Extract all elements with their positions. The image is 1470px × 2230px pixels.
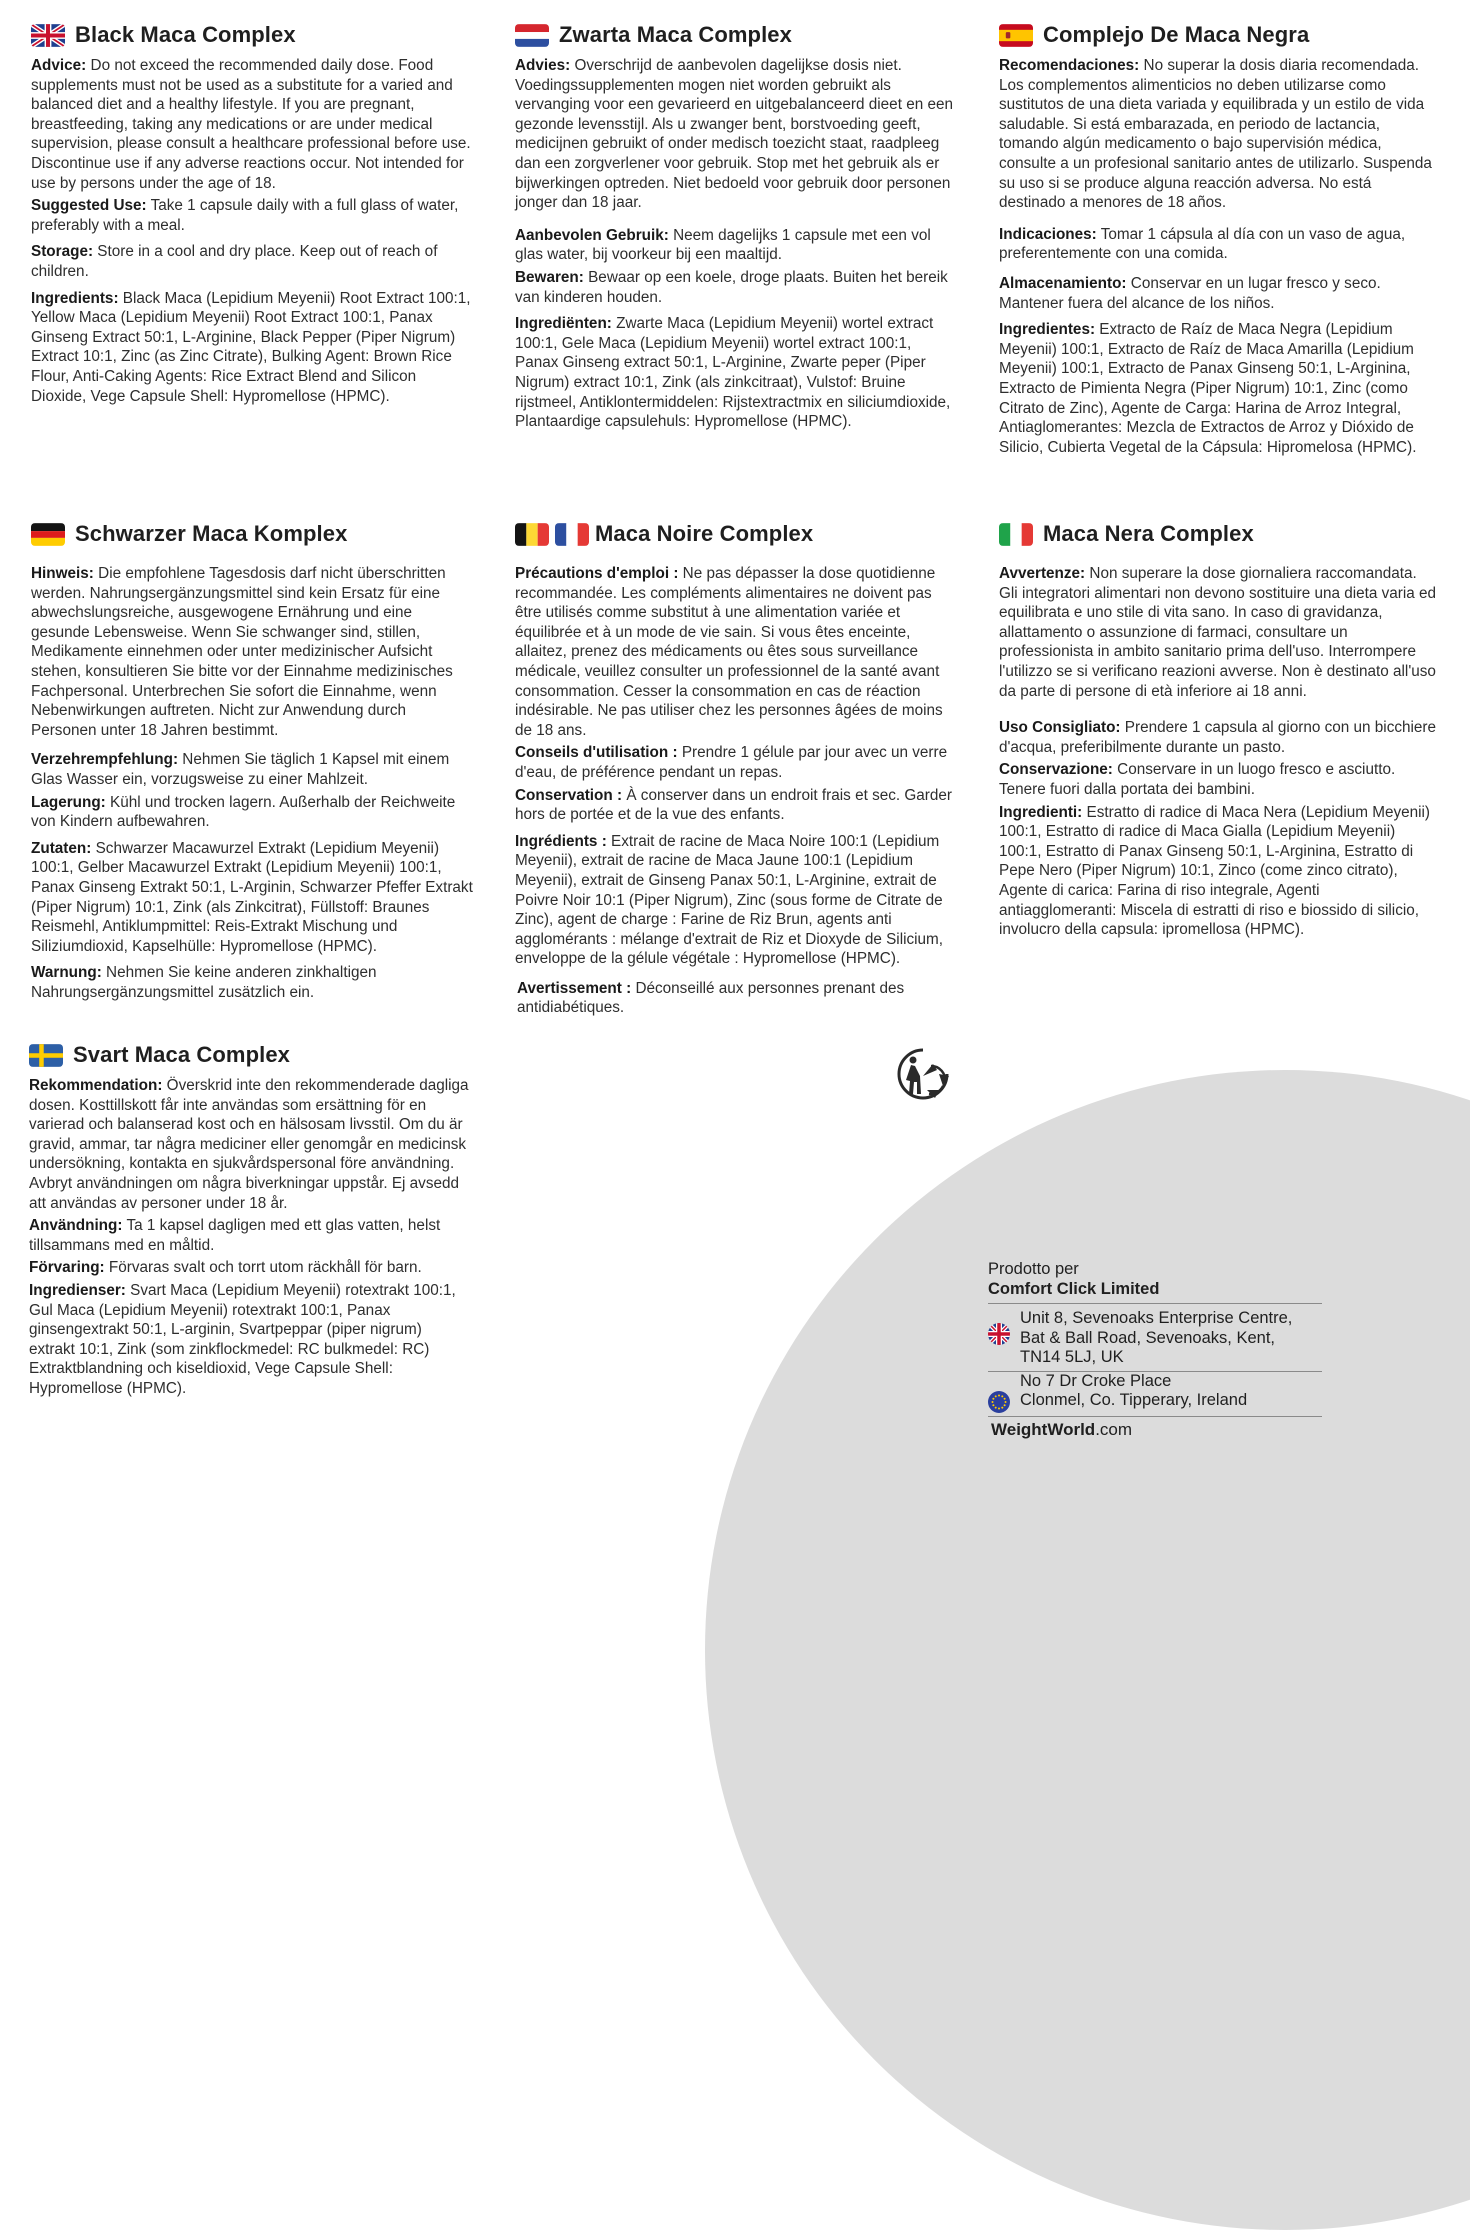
section-title: Svart Maca Complex (73, 1042, 290, 1067)
website-link[interactable]: WeightWorld.com (991, 1419, 1133, 1439)
suggested-use-paragraph: Aanbevolen Gebruik: Neem dagelijks 1 capsule met een vol glas water, bij voorkeur bij een maaltijd. (515, 226, 931, 264)
ingredients-paragraph: Ingrediënten: Zwarte Maca (Lepidium Meyenii) wortel extract 100:1, Gele Maca (Lepidium Meyenii) wortel extract 100:1, Panax Ginseng extract 50:1, L-Arginine, Zwarte peper (Piper Nigrum) extract 10:1, Zink (als zinkcitraat), Vulstof: Bruine rijstmeel, Antiklontermiddelen: Rijstextractmix en siliciumdioxide, Plantaardige capsulehuls: Hypromellose (HPMC). (515, 315, 951, 431)
storage-paragraph: Conservation : À conserver dans un endroit frais et sec. Garder hors de portée et de la vue des enfants. (515, 786, 952, 824)
address-line: Bat & Ball Road, Sevenoaks, Kent, (1020, 1328, 1275, 1347)
advice-paragraph: Advice: Do not exceed the recommended daily dose. Food supplements must not be used as a substitute for a varied and balanced diet and a healthy lifestyle. If you are pregnant, breastfeeding, taking any medications or are under medical supervision, please consult a healthcare professional before use. Discontinue use if any adverse reactions occur. Not intended for use by persons under the age of 18. (31, 57, 471, 192)
storage-paragraph: Conservazione: Conservare in un luogo fresco e asciutto. Tenere fuori dalla portata dei bambini. (999, 761, 1396, 798)
ingredients-paragraph: Ingredienti: Estratto di radice di Maca Nera (Lepidium Meyenii) 100:1, Estratto di radice di Maca Gialla (Lepidium Meyenii) 100:1, Estratto di Panax Ginseng 50:1, L-Arginina, Estratto di Pepe Nero (Piper Nigrum) 10:1, Zinco (come zinco citrato), Agente di carica: Farina di riso integrale, Agenti antiagglomeranti: Miscela di estratti di riso e biossido di silicio, involucro della capsula: ipromellosa (HPMC). (999, 803, 1431, 939)
ingredients-paragraph: Ingredients: Black Maca (Lepidium Meyenii) Root Extract 100:1, Yellow Maca (Lepidium Meyenii) Root Extract 100:1, Panax Ginseng Extract 50:1, L-Arginine, Black Pepper (Piper Nigrum) Extract 10:1, Zinc (as Zinc Citrate), Bulking Agent: Brown Rice Flour, Anti-Caking Agents: Rice Extract Blend and Silicon Dioxide, Vege Capsule Shell: Hypromellose (HPMC). (31, 289, 471, 405)
suggested-use-paragraph: Användning: Ta 1 kapsel dagligen med ett glas vatten, helst tillsammans med en måltid. (29, 1217, 441, 1254)
ingredients-paragraph: Ingredientes: Extracto de Raíz de Maca Negra (Lepidium Meyenii) 100:1, Extracto de Raíz de Maca Amarilla (Lepidium Meyenii) 100:1, Extracto de Panax Ginseng 50:1, L-Arginina, Extracto de Pimienta Negra (Piper Nigrum) 10:1, Zinc (como Citrato de Zinc), Agente de Carga: Harina de Arroz Integral, Antiaglomerantes: Mezcla de Extractos de Arroz y Dióxido de Silicio, Cubierta Vegetal de la Cápsula: Hipromelosa (HPMC). (999, 321, 1417, 456)
section-title: Maca Nera Complex (1043, 521, 1254, 546)
section-title: Schwarzer Maca Komplex (75, 521, 348, 546)
section-heading (31, 516, 473, 552)
advice-paragraph: Hinweis: Die empfohlene Tagesdosis darf nicht überschritten werden. Nahrungsergänzungsmittel sind kein Ersatz für eine abwechslungsreiche, ausgewogene Ernährung und eine gesunde Lebensweise. Wenn Sie schwanger sind, stillen, Medikamente einnehmen oder unter medizinischer Aufsicht stehen, konsultieren Sie bitte vor der Einnahme medizinisches Fachpersonal. Unterbrechen Sie sofort die Einnahme, wenn Nebenwirkungen auftreten. Nicht zur Anwendung durch Personen unter 18 Jahren bestimmt. (31, 565, 453, 739)
divider (988, 1416, 1322, 1417)
section-italian (999, 516, 1439, 947)
advice-paragraph: Rekommendation: Överskrid inte den rekommenderade dagliga dosen. Kosttillskott får inte användas som ersättning för en varierad och balanserad kost och en hälsosam livsstil. Om du är gravid, ammar, tar några mediciner eller genomgår en medicinsk undersökning, kontakta en sjukvårdspersonal före användning. Avbryt användningen om några biverkningar uppstår. Ej avsedd att användas av personer under 18 år. (29, 1077, 469, 1212)
section-dutch (515, 17, 955, 439)
section-title: Maca Noire Complex (595, 521, 814, 546)
produced-for-label: Prodotto per (988, 1260, 1079, 1278)
section-spanish (999, 17, 1439, 464)
france-flag-icon (555, 523, 589, 546)
ingredients-paragraph: Ingredienser: Svart Maca (Lepidium Meyenii) rotextrakt 100:1, Gul Maca (Lepidium Meyenii) rotextrakt 100:1, Panax ginsengextrakt 50:1, L-arginin, Svartpeppar (piper nigrum) extrakt 10:1, Zink (som zinkflockmedel: RC bulkmedel: RC) Extraktblandning och kiseldioxid, Vege Capsule Shell: Hypromellose (HPMC). (29, 1281, 456, 1397)
suggested-use-paragraph: Conseils d'utilisation : Prendre 1 gélule par jour avec un verre d'eau, de préférence pendant un repas. (515, 744, 948, 781)
suggested-use-paragraph: Verzehrempfehlung: Nehmen Sie täglich 1 Kapsel mit einem Glas Wasser ein, vorzugsweise zu einer Mahlzeit. (31, 751, 450, 788)
address-line: No 7 Dr Croke Place (1020, 1371, 1172, 1390)
section-title: Complejo De Maca Negra (1043, 22, 1310, 47)
triman-recycle-icon (893, 1046, 953, 1102)
ingredients-paragraph: Ingrédients : Extrait de racine de Maca Noire 100:1 (Lepidium Meyenii), extrait de racine de Maca Jaune 100:1 (Lepidium Meyenii), extrait de Ginseng Panax 50:1, L-Arginine, extrait de Poivre Noir 10:1 (Piper Nigrum), Zinc (sous forme de Citrate de Zinc), agent de charge : Farine de Riz Brun, agents anti agglomérants : mélange d'extrait de Riz et Dioxyde de Silicium, enveloppe de la gélule végétale : Hypromellose (HPMC). (515, 832, 944, 968)
section-title: Black Maca Complex (75, 22, 296, 47)
eu-flag-icon (988, 1391, 1010, 1413)
section-swedish (29, 1037, 471, 1406)
warning-paragraph: Avertissement : Déconseillé aux personnes prenant des antidiabétiques. (517, 979, 905, 1017)
section-heading (29, 1037, 471, 1073)
storage-paragraph: Storage: Store in a cool and dry place. Keep out of reach of children. (31, 243, 438, 280)
warning-paragraph: Warnung: Nehmen Sie keine anderen zinkhaltigen Nahrungsergänzungsmittel zusätzlich ein. (31, 964, 377, 1001)
storage-paragraph: Bewaren: Bewaar op een koele, droge plaats. Buiten het bereik van kinderen houden. (515, 268, 948, 306)
company-name: Comfort Click Limited (988, 1280, 1160, 1298)
storage-paragraph: Lagerung: Kühl und trocken lagern. Außerhalb der Reichweite von Kindern aufbewahren. (31, 793, 456, 831)
background-circle (705, 1070, 1470, 2230)
germany-flag-icon (31, 523, 65, 546)
ireland-address (988, 1372, 1322, 1416)
suggested-use-paragraph: Suggested Use: Take 1 capsule daily with a full glass of water, preferably with a meal. (31, 197, 459, 234)
section-title: Zwarta Maca Complex (559, 22, 792, 47)
suggested-use-paragraph: Indicaciones: Tomar 1 cápsula al día con un vaso de agua, preferentemente con una comida. (999, 225, 1406, 263)
address-line: Unit 8, Sevenoaks Enterprise Centre, (1020, 1309, 1293, 1327)
section-english (31, 17, 471, 413)
storage-paragraph: Almacenamiento: Conservar en un lugar fresco y seco. Mantener fuera del alcance de los niños. (999, 274, 1381, 312)
suggested-use-paragraph: Uso Consigliato: Prendere 1 capsula al giorno con un bicchiere d'acqua, preferibilmente durante un pasto. (999, 719, 1437, 756)
spain-flag-icon (999, 24, 1033, 47)
advice-paragraph: Précautions d'emploi : Ne pas dépasser la dose quotidienne recommandée. Les compléments alimentaires ne doivent pas être utilisés comme substitut à une alimentation variée et équilibrée et à un mode de vie sain. Si vous êtes enceinte, allaitez, prenez des médicaments ou êtes sous surveillance médicale, veuillez consulter un professionnel de la santé avant consommation. Cesser la consommation en cas de réaction indésirable. Ne pas utiliser chez les personnes âgées de moins de 18 ans. (515, 565, 943, 739)
ingredients-paragraph: Zutaten: Schwarzer Macawurzel Extrakt (Lepidium Meyenii) 100:1, Gelber Macawurzel Extrakt (Lepidium Meyenii) 100:1, Panax Ginseng Extrakt 50:1, L-Arginin, Schwarzer Pfeffer Extrakt (Piper Nigrum) 10:1, Zink (als Zinkcitrat), Füllstoff: Braunes Reismehl, Antiklumpmittel: Reis-Extrakt Mischung und Siliziumdioxid, Kapselhülle: Hypromellose (HPMC). (31, 839, 473, 955)
uk-flag-icon (31, 24, 65, 47)
section-french (515, 516, 955, 1025)
section-german (31, 516, 473, 1009)
section-heading (515, 17, 955, 53)
netherlands-flag-icon (515, 24, 549, 47)
advice-paragraph: Avvertenze: Non superare la dose giornaliera raccomandata. Gli integratori alimentari non devono sostituire una dieta varia ed equilibrata e uno stile di vita sano. In caso di gravidanza, allattamento o assunzione di farmaci, consultare un professionista in ambito sanitario prima dell'uso. Interrompere l'utilizzo se si verificano reazioni avverse. Non è destinato all'uso da parte di persone di età inferiore ai 18 anni. (999, 565, 1437, 700)
italy-flag-icon (999, 523, 1033, 546)
uk-address (988, 1304, 1322, 1371)
uk-flag-icon (988, 1323, 1010, 1345)
address-line: Clonmel, Co. Tipperary, Ireland (1020, 1391, 1248, 1409)
section-heading (31, 17, 471, 53)
section-heading (515, 516, 955, 552)
advice-paragraph: Recomendaciones: No superar la dosis diaria recomendada. Los complementos alimenticios no deben utilizarse como sustitutos de una dieta variada y equilibrada y un estilo de vida saludable. Si está embarazada, en periodo de lactancia, tomando algún medicamento o bajo supervisión médica, consulte a un profesional sanitario antes de utilizarlo. Suspenda su uso si se produce alguna reacción adversa. No está destinado a menores de 18 años. (999, 57, 1432, 212)
company-info (988, 1260, 1322, 1440)
address-line: TN14 5LJ, UK (1020, 1348, 1124, 1366)
belgium-flag-icon (515, 523, 549, 546)
sweden-flag-icon (29, 1044, 63, 1067)
advice-paragraph: Advies: Overschrijd de aanbevolen dagelijkse dosis niet. Voedingssupplementen mogen niet worden gebruikt als vervanging voor een gevarieerd en uitgebalanceerd dieet en een gezonde levensstijl. Als u zwanger bent, borstvoeding geeft, medicijnen gebruikt of onder medisch toezicht staat, raadpleeg dan een zorgverlener voor gebruik. Stop met het gebruik als er bijwerkingen optreden. Niet bedoeld voor gebruik door personen jonger dan 18 jaar. (515, 57, 953, 212)
storage-paragraph: Förvaring: Förvaras svalt och torrt utom räckhåll för barn. (29, 1259, 422, 1277)
section-heading (999, 516, 1439, 552)
section-heading (999, 17, 1439, 53)
